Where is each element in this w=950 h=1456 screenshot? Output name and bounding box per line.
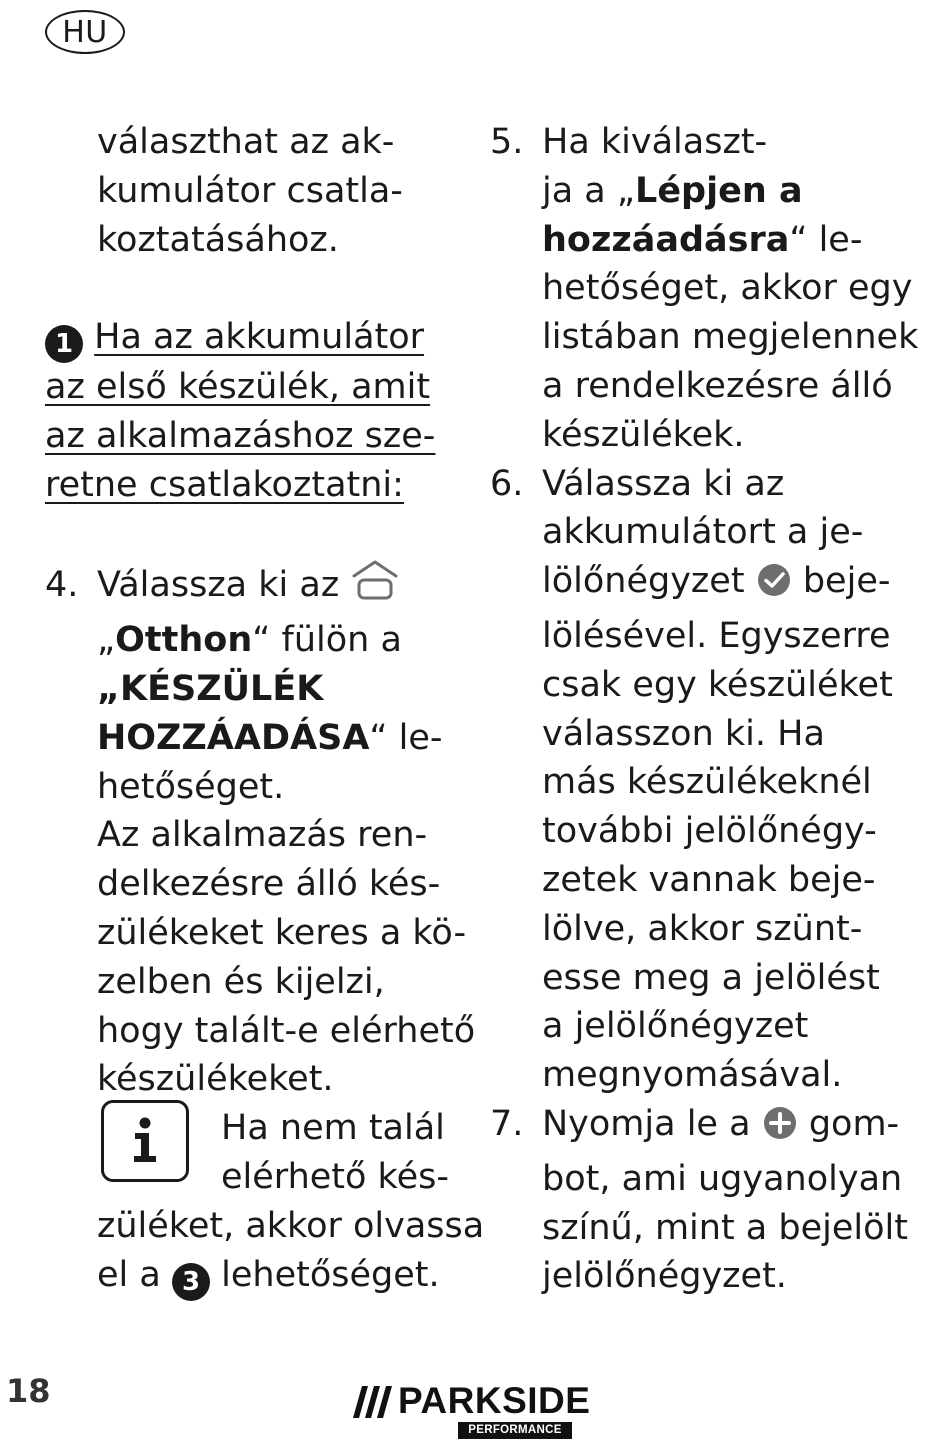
step-text: zülékeket keres a kö- xyxy=(97,912,467,953)
step-text: “ le- xyxy=(369,717,443,758)
step-text: „ xyxy=(97,620,116,661)
step-text: hetőséget, akkor egy xyxy=(542,268,913,309)
step-6 xyxy=(490,460,930,1100)
step-text: jelölőnégyzet. xyxy=(542,1256,787,1297)
intro-line: kumulátor csatla- xyxy=(97,170,403,211)
intro-line: választhat az ak- xyxy=(97,122,395,162)
step-text-bold: Lépjen a xyxy=(635,170,803,211)
step-text: bot, ami ugyanolyan xyxy=(542,1158,903,1199)
section-heading-line: Ha az akkumulátor xyxy=(94,317,425,358)
step-text: hetőséget. xyxy=(97,766,285,807)
step-text-bold: „KÉSZÜLÉK xyxy=(97,668,324,709)
logo-slashes-icon xyxy=(352,1386,396,1418)
note-text: elérhető kés- xyxy=(221,1156,449,1197)
step-text: Nyomja le a xyxy=(542,1103,751,1144)
plus-circle-icon xyxy=(762,1105,798,1155)
step-text: lölőnégyzet xyxy=(542,561,745,602)
note-text: Ha nem talál xyxy=(221,1108,445,1149)
step-text: csak egy készüléket xyxy=(542,664,893,705)
step-text: Válassza ki az xyxy=(97,565,340,606)
step-text: hogy talált-e elérhető xyxy=(97,1010,476,1051)
step-number: 5. xyxy=(490,122,524,162)
step-text: akkumulátort a je- xyxy=(542,512,864,553)
step-text: lölésével. Egyszerre xyxy=(542,615,891,656)
step-text: “ fülön a xyxy=(252,620,402,661)
section-marker-3: 3 xyxy=(172,1263,210,1301)
step-text-bold: hozzáadásra xyxy=(542,219,790,260)
step-text: esse meg a jelölést xyxy=(542,957,880,998)
left-column xyxy=(45,118,485,1301)
step-text: megnyomásával. xyxy=(542,1055,843,1096)
step-text: zetek vannak beje- xyxy=(542,859,876,900)
step-text: gom- xyxy=(808,1103,900,1144)
step-text: lölve, akkor szünt- xyxy=(542,908,863,949)
page-number: 18 xyxy=(6,1372,51,1410)
step-text: készülékeket. xyxy=(97,1059,334,1100)
step-text: a jelölőnégyzet xyxy=(542,1006,809,1047)
section-marker-1: 1 xyxy=(45,325,83,363)
intro-line: koztatásához. xyxy=(97,219,339,260)
info-icon xyxy=(101,1100,189,1182)
section-heading-line: az első készülék, amit xyxy=(45,367,431,408)
step-text: a rendelkezésre álló xyxy=(542,365,893,406)
note-text: lehetőséget. xyxy=(221,1254,440,1295)
step-text: Az alkalmazás ren- xyxy=(97,815,428,856)
step-text: további jelölőnégy- xyxy=(542,811,877,852)
step-text: válasszon ki. Ha xyxy=(542,713,825,754)
section-heading-line: az alkalmazáshoz sze- xyxy=(45,415,436,456)
home-icon xyxy=(350,558,400,616)
section-heading-line: retne csatlakoztatni: xyxy=(45,464,404,505)
step-text: delkezésre álló kés- xyxy=(97,864,441,905)
checkmark-circle-icon xyxy=(756,562,792,612)
step-text: színű, mint a bejelölt xyxy=(542,1207,908,1248)
step-text: zelben és kijelzi, xyxy=(97,961,385,1002)
section-heading xyxy=(45,313,465,363)
right-column xyxy=(490,118,930,1301)
step-5 xyxy=(490,118,930,460)
note-text: züléket, akkor olvassa xyxy=(97,1205,485,1246)
step-text-bold: HOZZÁADÁSA xyxy=(97,717,370,758)
language-code: HU xyxy=(62,14,108,50)
step-number: 4. xyxy=(45,565,79,606)
brand-subline: PERFORMANCE xyxy=(458,1422,572,1439)
brand-name: PARKSIDE xyxy=(398,1380,591,1421)
step-text: “ le- xyxy=(789,219,863,260)
step-4 xyxy=(45,558,476,1104)
language-badge xyxy=(45,10,125,54)
step-number: 7. xyxy=(490,1103,524,1144)
step-7 xyxy=(490,1100,930,1301)
step-text: Ha kiválaszt- xyxy=(542,122,768,162)
step-number: 6. xyxy=(490,463,524,504)
step-text: ja a „ xyxy=(542,170,636,211)
step-text: beje- xyxy=(802,561,891,602)
step-text: készülékek. xyxy=(542,414,745,455)
step-text: listában megjelennek xyxy=(542,317,919,358)
parkside-logo xyxy=(352,1380,591,1444)
step-text: más készülékeknél xyxy=(542,762,872,803)
note-text: el a xyxy=(97,1254,161,1295)
step-text-bold: Otthon xyxy=(115,620,253,661)
step-text: Válassza ki az xyxy=(542,463,785,504)
